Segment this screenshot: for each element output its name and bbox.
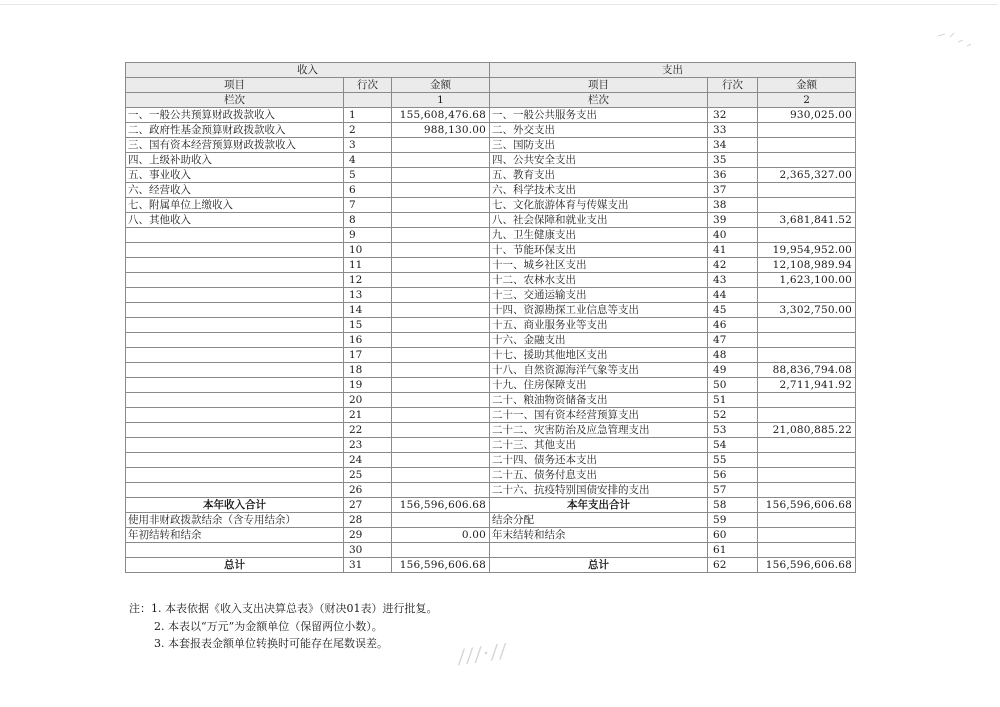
year-income-total-label: 本年收入合计	[126, 498, 344, 513]
end-carryover-amount	[758, 528, 856, 543]
expense-amount	[758, 198, 856, 213]
expense-amount	[758, 318, 856, 333]
expense-row-no: 44	[708, 288, 758, 303]
income-amount	[392, 243, 490, 258]
income-row-no: 14	[344, 303, 392, 318]
income-item	[126, 423, 344, 438]
income-expense-table	[125, 62, 856, 573]
income-amount	[392, 258, 490, 273]
table-row	[126, 273, 856, 288]
begin-carryover-amount: 0.00	[392, 528, 490, 543]
income-row-no: 4	[344, 153, 392, 168]
expense-row-no: 54	[708, 438, 758, 453]
income-amount	[392, 348, 490, 363]
income-amount	[392, 483, 490, 498]
income-column-index: 1	[392, 93, 490, 108]
expense-row-no: 46	[708, 318, 758, 333]
empty-cell	[344, 93, 392, 108]
income-amount-header: 金额	[392, 78, 490, 93]
end-carryover-no: 60	[708, 528, 758, 543]
income-amount	[392, 183, 490, 198]
income-amount	[392, 153, 490, 168]
income-item	[126, 258, 344, 273]
expense-item: 十八、自然资源海洋气象等支出	[490, 363, 708, 378]
income-row-no: 24	[344, 453, 392, 468]
expense-row-no: 45	[708, 303, 758, 318]
expense-item: 一、一般公共服务支出	[490, 108, 708, 123]
expense-rowno-header: 行次	[708, 78, 758, 93]
blank-expense-amount	[758, 543, 856, 558]
expense-amount	[758, 333, 856, 348]
income-item	[126, 243, 344, 258]
expense-amount	[758, 453, 856, 468]
income-item: 八、其他收入	[126, 213, 344, 228]
empty-cell	[708, 93, 758, 108]
blank-income-item	[126, 543, 344, 558]
income-item	[126, 363, 344, 378]
income-row-no: 3	[344, 138, 392, 153]
expense-item: 九、卫生健康支出	[490, 228, 708, 243]
income-row-no: 16	[344, 333, 392, 348]
expense-item: 三、国防支出	[490, 138, 708, 153]
income-amount	[392, 198, 490, 213]
expense-item: 十九、住房保障支出	[490, 378, 708, 393]
grand-expense-total-label: 总计	[490, 558, 708, 573]
income-item: 三、国有资本经营预算财政拨款收入	[126, 138, 344, 153]
income-amount	[392, 333, 490, 348]
table-row	[126, 123, 856, 138]
income-row-no: 1	[344, 108, 392, 123]
income-rowno-header: 行次	[344, 78, 392, 93]
table-row	[126, 453, 856, 468]
year-expense-total-amount: 156,596,606.68	[758, 498, 856, 513]
table-row	[126, 468, 856, 483]
income-row-no: 19	[344, 378, 392, 393]
surplus-distribution-label: 结余分配	[490, 513, 708, 528]
expense-amount: 12,108,989.94	[758, 258, 856, 273]
expense-amount-header: 金额	[758, 78, 856, 93]
income-row-no: 23	[344, 438, 392, 453]
table-row	[126, 423, 856, 438]
income-item	[126, 273, 344, 288]
income-amount	[392, 408, 490, 423]
table-row	[126, 393, 856, 408]
carryover-row	[126, 528, 856, 543]
expense-row-no: 53	[708, 423, 758, 438]
begin-carryover-no: 29	[344, 528, 392, 543]
table-row	[126, 378, 856, 393]
expense-row-no: 50	[708, 378, 758, 393]
expense-row-no: 40	[708, 228, 758, 243]
income-row-no: 21	[344, 408, 392, 423]
expense-row-no: 38	[708, 198, 758, 213]
income-item	[126, 303, 344, 318]
year-expense-total-no: 58	[708, 498, 758, 513]
expense-item-header: 项目	[490, 78, 708, 93]
expense-row-no: 41	[708, 243, 758, 258]
expense-item: 二十、粮油物资储备支出	[490, 393, 708, 408]
expense-item: 二十六、抗疫特别国债安排的支出	[490, 483, 708, 498]
income-item	[126, 348, 344, 363]
income-row-no: 11	[344, 258, 392, 273]
expense-amount: 3,681,841.52	[758, 213, 856, 228]
income-row-no: 2	[344, 123, 392, 138]
expense-item: 二十一、国有资本经营预算支出	[490, 408, 708, 423]
expense-amount: 2,711,941.92	[758, 378, 856, 393]
expense-row-no: 36	[708, 168, 758, 183]
table-row	[126, 408, 856, 423]
table-row	[126, 198, 856, 213]
income-item	[126, 438, 344, 453]
expense-row-no: 39	[708, 213, 758, 228]
income-item: 一、一般公共预算财政拨款收入	[126, 108, 344, 123]
expense-row-no: 48	[708, 348, 758, 363]
expense-amount	[758, 438, 856, 453]
table-row	[126, 168, 856, 183]
table-row	[126, 438, 856, 453]
income-item: 五、事业收入	[126, 168, 344, 183]
expense-row-no: 35	[708, 153, 758, 168]
income-row-no: 20	[344, 393, 392, 408]
income-amount	[392, 213, 490, 228]
note-line-2: 2. 本表以“万元”为金额单位（保留两位小数）。	[154, 619, 383, 633]
expense-amount	[758, 393, 856, 408]
expense-row-no: 56	[708, 468, 758, 483]
expense-row-no: 55	[708, 453, 758, 468]
table-row	[126, 213, 856, 228]
corner-scratch-mark	[936, 28, 976, 50]
expense-item: 二十四、债务还本支出	[490, 453, 708, 468]
income-amount	[392, 363, 490, 378]
income-item: 二、政府性基金预算财政拨款收入	[126, 123, 344, 138]
expense-item: 十、节能环保支出	[490, 243, 708, 258]
table-row	[126, 243, 856, 258]
expense-item: 十二、农林水支出	[490, 273, 708, 288]
expense-amount: 21,080,885.22	[758, 423, 856, 438]
table-row	[126, 108, 856, 123]
grand-total-row	[126, 558, 856, 573]
expense-amount: 3,302,750.00	[758, 303, 856, 318]
income-amount	[392, 318, 490, 333]
table-row	[126, 363, 856, 378]
column-header-row	[126, 78, 856, 93]
income-row-no: 10	[344, 243, 392, 258]
table-row	[126, 228, 856, 243]
income-row-no: 22	[344, 423, 392, 438]
table-row	[126, 288, 856, 303]
expense-item: 二十二、灾害防治及应急管理支出	[490, 423, 708, 438]
income-row-no: 15	[344, 318, 392, 333]
income-row-no: 17	[344, 348, 392, 363]
grand-income-total-amount: 156,596,606.68	[392, 558, 490, 573]
income-item	[126, 468, 344, 483]
income-amount: 988,130.00	[392, 123, 490, 138]
income-amount	[392, 438, 490, 453]
page-top-edge	[0, 4, 998, 5]
income-item	[126, 318, 344, 333]
expense-row-no: 47	[708, 333, 758, 348]
expense-amount: 1,623,100.00	[758, 273, 856, 288]
expense-item: 二十三、其他支出	[490, 438, 708, 453]
section-header-row	[126, 63, 856, 78]
nonfiscal-surplus-no: 28	[344, 513, 392, 528]
expense-amount	[758, 348, 856, 363]
expense-item: 六、科学技术支出	[490, 183, 708, 198]
expense-row-no: 32	[708, 108, 758, 123]
grand-income-total-no: 31	[344, 558, 392, 573]
grand-expense-total-no: 62	[708, 558, 758, 573]
income-column-index-label: 栏次	[126, 93, 344, 108]
expense-item: 二十五、债务付息支出	[490, 468, 708, 483]
table-row	[126, 318, 856, 333]
table-row	[126, 183, 856, 198]
blank-income-no: 30	[344, 543, 392, 558]
grand-income-total-label: 总计	[126, 558, 344, 573]
surplus-distribution-amount	[758, 513, 856, 528]
income-row-no: 7	[344, 198, 392, 213]
expense-row-no: 51	[708, 393, 758, 408]
end-carryover-label: 年末结转和结余	[490, 528, 708, 543]
expense-amount	[758, 468, 856, 483]
income-item	[126, 288, 344, 303]
table-notes	[129, 600, 438, 653]
column-index-row	[126, 93, 856, 108]
blank-income-amount	[392, 543, 490, 558]
table-row	[126, 303, 856, 318]
income-amount	[392, 228, 490, 243]
expense-amount: 930,025.00	[758, 108, 856, 123]
expense-amount	[758, 408, 856, 423]
expense-column-index-label: 栏次	[490, 93, 708, 108]
income-row-no: 5	[344, 168, 392, 183]
expense-item: 二、外交支出	[490, 123, 708, 138]
expense-row-no: 37	[708, 183, 758, 198]
income-amount	[392, 273, 490, 288]
year-income-total-no: 27	[344, 498, 392, 513]
income-row-no: 13	[344, 288, 392, 303]
expense-amount	[758, 483, 856, 498]
begin-carryover-label: 年初结转和结余	[126, 528, 344, 543]
nonfiscal-surplus-label: 使用非财政拨款结余（含专用结余）	[126, 513, 344, 528]
year-expense-total-label: 本年支出合计	[490, 498, 708, 513]
income-item	[126, 393, 344, 408]
expense-amount	[758, 183, 856, 198]
nonfiscal-surplus-amount	[392, 513, 490, 528]
expense-row-no: 33	[708, 123, 758, 138]
income-row-no: 18	[344, 363, 392, 378]
expense-section-header: 支出	[490, 63, 856, 78]
income-amount	[392, 468, 490, 483]
income-amount	[392, 378, 490, 393]
expense-row-no: 52	[708, 408, 758, 423]
income-section-header: 收入	[126, 63, 490, 78]
income-item	[126, 378, 344, 393]
surplus-distribution-no: 59	[708, 513, 758, 528]
income-item-header: 项目	[126, 78, 344, 93]
expense-amount	[758, 228, 856, 243]
expense-amount	[758, 123, 856, 138]
expense-row-no: 43	[708, 273, 758, 288]
income-item	[126, 453, 344, 468]
income-row-no: 6	[344, 183, 392, 198]
expense-amount: 88,836,794.08	[758, 363, 856, 378]
expense-item: 七、文化旅游体育与传媒支出	[490, 198, 708, 213]
income-amount	[392, 423, 490, 438]
year-income-total-amount: 156,596,606.68	[392, 498, 490, 513]
income-row-no: 12	[344, 273, 392, 288]
year-total-row	[126, 498, 856, 513]
income-amount	[392, 303, 490, 318]
faint-handwriting-mark: ///·//	[456, 639, 510, 669]
expense-item: 十四、资源勘探工业信息等支出	[490, 303, 708, 318]
blank-expense-item	[490, 543, 708, 558]
expense-item: 五、教育支出	[490, 168, 708, 183]
expense-column-index: 2	[758, 93, 856, 108]
expense-row-no: 49	[708, 363, 758, 378]
income-row-no: 8	[344, 213, 392, 228]
note-line-1: 注：1. 本表依据《收入支出决算总表》（财决01表）进行批复。	[129, 602, 438, 615]
income-amount: 155,608,476.68	[392, 108, 490, 123]
income-amount	[392, 288, 490, 303]
expense-item: 十六、金融支出	[490, 333, 708, 348]
income-item	[126, 483, 344, 498]
grand-expense-total-amount: 156,596,606.68	[758, 558, 856, 573]
expense-amount	[758, 288, 856, 303]
budget-sheet	[125, 62, 855, 573]
blank-expense-no: 61	[708, 543, 758, 558]
expense-item: 十七、援助其他地区支出	[490, 348, 708, 363]
surplus-row	[126, 513, 856, 528]
expense-amount: 19,954,952.00	[758, 243, 856, 258]
income-row-no: 9	[344, 228, 392, 243]
expense-amount: 2,365,327.00	[758, 168, 856, 183]
expense-row-no: 34	[708, 138, 758, 153]
income-amount	[392, 138, 490, 153]
expense-amount	[758, 138, 856, 153]
table-row	[126, 153, 856, 168]
income-row-no: 25	[344, 468, 392, 483]
income-item: 四、上级补助收入	[126, 153, 344, 168]
note-line-3: 3. 本套报表金额单位转换时可能存在尾数误差。	[154, 637, 388, 650]
expense-item: 十一、城乡社区支出	[490, 258, 708, 273]
table-row	[126, 258, 856, 273]
income-item: 七、附属单位上缴收入	[126, 198, 344, 213]
table-row	[126, 483, 856, 498]
income-amount	[392, 168, 490, 183]
expense-item: 四、公共安全支出	[490, 153, 708, 168]
table-row	[126, 138, 856, 153]
expense-row-no: 42	[708, 258, 758, 273]
expense-item: 十三、交通运输支出	[490, 288, 708, 303]
table-row	[126, 333, 856, 348]
expense-item: 八、社会保障和就业支出	[490, 213, 708, 228]
income-amount	[392, 453, 490, 468]
income-item	[126, 228, 344, 243]
expense-item: 十五、商业服务业等支出	[490, 318, 708, 333]
income-row-no: 26	[344, 483, 392, 498]
expense-row-no: 57	[708, 483, 758, 498]
income-item: 六、经营收入	[126, 183, 344, 198]
income-item	[126, 408, 344, 423]
table-row	[126, 348, 856, 363]
blank-row	[126, 543, 856, 558]
income-item	[126, 333, 344, 348]
income-amount	[392, 393, 490, 408]
expense-amount	[758, 153, 856, 168]
